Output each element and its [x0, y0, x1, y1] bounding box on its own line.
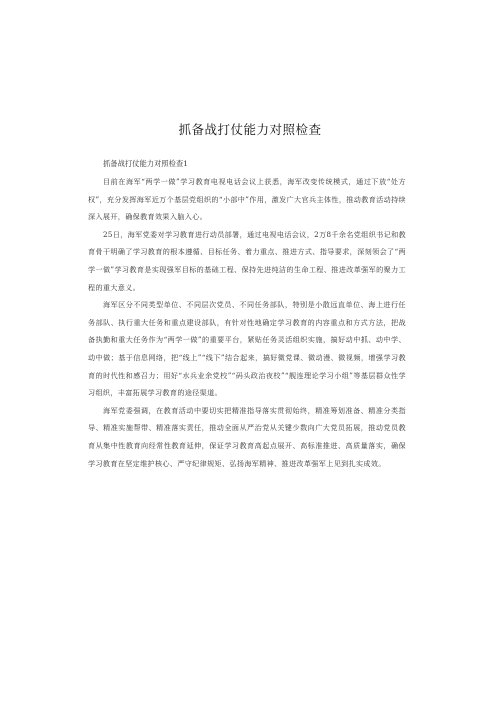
paragraph: 25日，海军党委对学习教育进行动员部署，通过电视电话会议，2万8千余名党组织书记和教育骨干明确了学习教育的根本遵循、目标任务、着力重点、推进方式、指导要求，深刻领会了“两学一做”学习教育是实现强军目标的基础工程、保持先进纯洁的生命工程、推进改革强军的聚力工程的重大意义。 — [88, 229, 406, 292]
document-title: 抓备战打仗能力对照检查 — [178, 122, 322, 137]
document-subtitle: 抓备战打仗能力对照检查1 — [103, 159, 188, 168]
paragraph: 海军区分不同类型单位、不同层次党员、不同任务部队，特别是小散远直单位、海上进行任务部队、执行重大任务和重点建设部队，有针对性地确定学习教育的内容重点和方式方法，把战备执勤和重大任务作为“两学一做”的重要平台，紧贴任务灵活组织实施，搞好动中抓、动中学、动中做；基于信息网络，把“线上”“线下”结合起来，搞好微党课、微动漫、微视频，增强学习教育的时代性和感召力；用好“水兵业余党校”“码头政治夜校”“舰连理论学习小组”等基层群众性学习组织，丰富拓展学习教育的途径渠道。 — [88, 300, 406, 398]
document-body — [88, 155, 406, 472]
paragraph: 目前在海军“两学一做”学习教育电视电话会议上获悉，海军改变传统模式，通过下放“处方权”，充分发挥海军近万个基层党组织的“小部中”作用，激发广大官兵主体性，推动教育活动持续深入展开，确保教育效果入脑入心。 — [88, 177, 406, 222]
paragraph: 海军党委强调，在教育活动中要切实把精准指导落实贯彻始终，精准筹划准备、精准分类指导、精准实施帮带、精准落实责任，推动全面从严治党从关键少数向广大党员拓展，推动党员教育从集中性教育向经常性教育延伸，保证学习教育高起点展开、高标准推进、高质量落实，确保学习教育在坚定维护核心、严守纪律规矩、弘扬海军精神、推进改革强军上见到扎实成效。 — [88, 405, 406, 468]
